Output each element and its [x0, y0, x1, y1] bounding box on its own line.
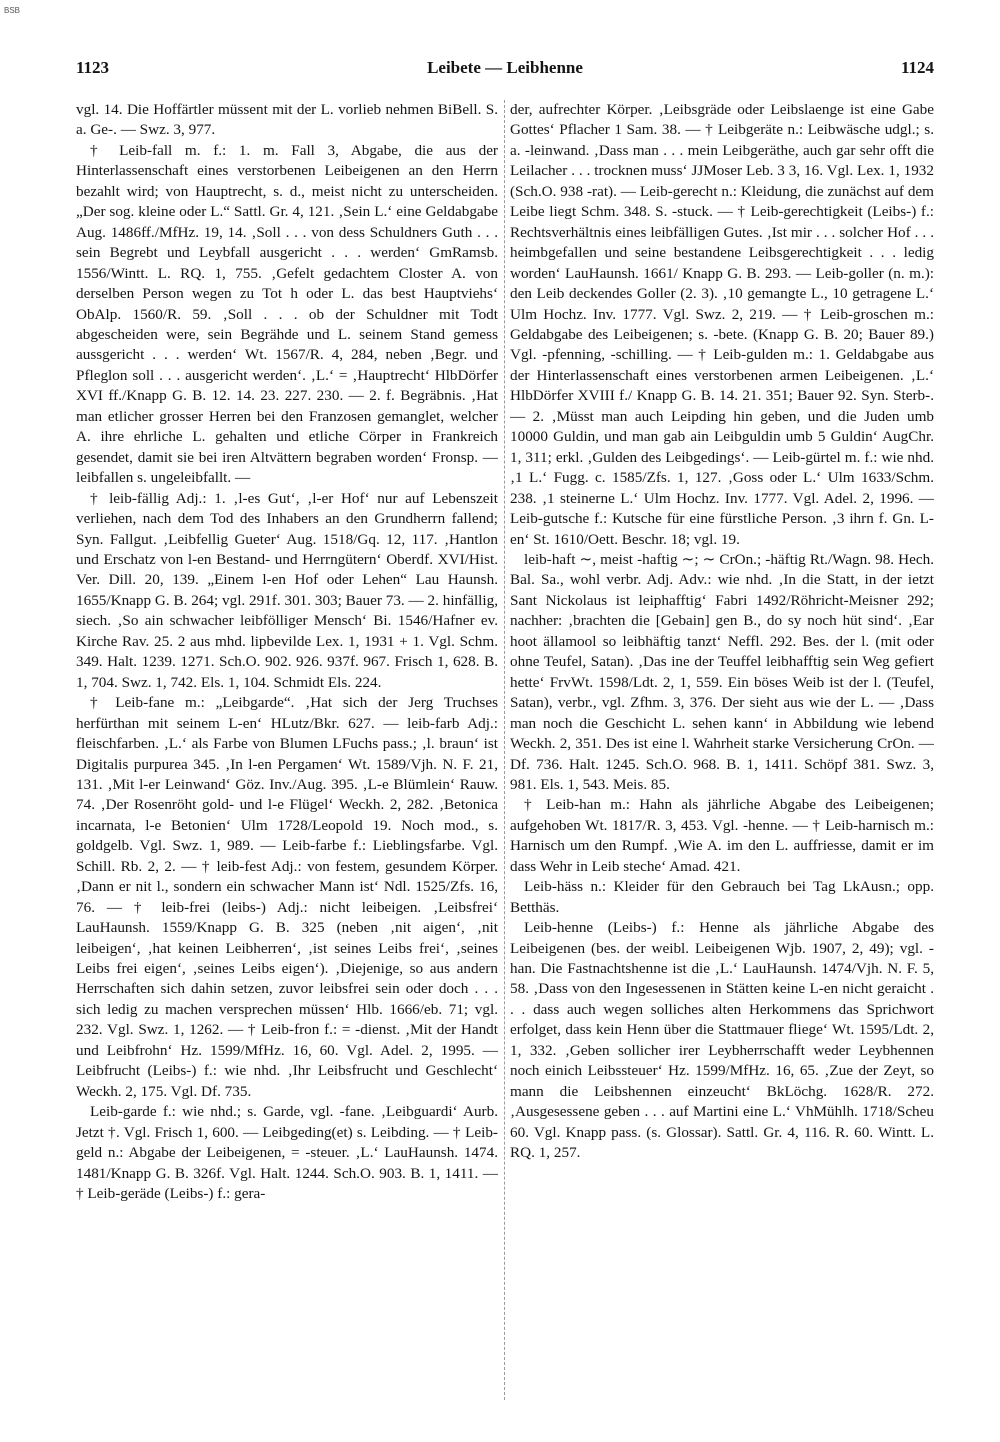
library-stamp: BSB — [4, 6, 21, 15]
entry-paragraph: vgl. 14. Die Hoffärtler müssent mit der L. vorlieb nehmen BiBell. S. a. Ge-. — Swz. 3, 977. — [76, 101, 498, 139]
entry-paragraph: der, aufrechter Körper. ‚Leibsgräde oder Leibslaenge ist eine Gabe Gottes‘ Pflacher 1 Sam. 38. — † Leibgeräte n.: Leibwäsche udgl.; s. a. -leinwand. ‚Dass man . . . mein Leibgeräthe, auch gar sehr offt die Leilacher . . . trocknen muss‘ JJMoser Leb. 3 3, 16. Vgl. Lex. 1, 1932 (Sch.O. 938 -rat). — Leib-gerecht n.: Kleidung, die zunächst auf dem Leibe liegt Schm. 348. S. -stuck. — † Leib-gerechtigkeit (Leibs-) f.: Rechtsverhältnis eines leibfälligen Gutes. ‚Ist mir . . . solcher Hof . . . heimbgefallen und seine bestandene Leibsgerechtigkeit . . . ledig worden‘ LauHaunsh. 1661/ Knapp G. B. 293. — Leib-goller (n. m.): den Leib deckendes Goller (2. 3). ‚10 gemangte L., 10 getragene L.‘ Ulm Hochz. Inv. 1777. Vgl. Swz. 2, 219. — † Leib-groschen m.: Geldabgabe des Leibeigenen; s. -bete. (Knapp G. B. 20; Bauer 89.) Vgl. -pfenning, -schilling. — † Leib-gulden m.: 1. Geldabgabe aus der Hinterlassenschaft eines verstorbenen armen Leibeigenen. ‚L.‘ HlbDörfer XVIII f./ Knapp G. B. 14. 21. 351; Bauer 92. Syn. Sterb-. — 2. ‚Müsst man auch Leipding hin geben, und die Juden umb 10000 Guldin, und man gab ain Leibguldin umb 5 Guldin‘ AugChr. 1, 311; erkl. ‚Gulden des Leibgedings‘. — Leib-gürtel m. f.: wie nhd. ‚1 L.‘ Fugg. c. 1585/Zfs. 1, 127. ‚Goss oder L.‘ Ulm 1633/Schm. 238. ‚1 steinerne L.‘ Ulm Hochz. Inv. 1777. Vgl. Adel. 2, 1996. — Leib-gutsche f.: Kutsche für eine fürstliche Person. ‚3 ihrn f. Gn. L-en‘ St. 1610/Oett. Beschr. 18; vgl. 19. — [510, 101, 934, 548]
column-divider — [504, 100, 505, 1400]
page-number-right: 1124 — [900, 58, 934, 77]
right-column — [510, 100, 934, 1400]
page-number-left: 1123 — [76, 58, 110, 77]
entry-leib-han: † Leib-han m.: Hahn als jährliche Abgabe des Leibeigenen; aufgehoben Wt. 1817/R. 3, 453. Vgl. -henne. — † Leib-harnisch m.: Harnisch um den Rumpf. ‚Wie A. im den L. auffriesse, damit er im dass Wehr in Leib steche‘ Amad. 421. — [510, 796, 934, 875]
entry-leib-faellig: † leib-fällig Adj.: 1. ‚l-es Gut‘, ‚l-er Hof‘ nur auf Lebenszeit verliehen, nach dem Tod des Inhabers an den Grundherrn fallend; Syn. Fallgut. ‚Leibfellig Gueter‘ Aug. 1518/Gq. 12, 117. ‚Hantlon und Erschatz von l-en Bestand- und Herrngütern‘ Oberdf. XVI/Hist. Ver. Dill. 20, 139. „Einem l-en Hof oder Lehen“ Lau Haunsh. 1655/Knapp G. B. 264; vgl. 291f. 301. 303; Bauer 73. — 2. hinfällig, siech. ‚So ain schwacher leibfölliger Mensch‘ Bi. 1546/Hafner ev. Kirche Rav. 25. 2 aus mhd. lipbevilde Lex. 1, 1931 + 1. Vgl. Schm. 349. Halt. 1239. 1271. Sch.O. 902. 926. 937f. 967. Frisch 1, 628. B. 1, 704. Swz. 1, 742. Els. 1, 104. Schmidt Els. 224. — [76, 489, 498, 691]
entry-leib-fane: † Leib-fane m.: „Leibgarde“. ‚Hat sich der Jerg Truchses herfürthan mit seinem L-en‘ HLutz/Bkr. 627. — leib-farb Adj.: fleischfarben. ‚L.‘ als Farbe von Blumen LFuchs pass.; ‚l. braun‘ ist Digitalis purpurea 345. ‚In l-en Pergamen‘ Wt. 1589/Vjh. N. F. 21, 131. ‚Mit l-er Leinwand‘ Göz. Inv./Aug. 395. ‚L-e Blümlein‘ Rauw. 74. ‚Der Rosenröht gold- und l-e Flügel‘ Weckh. 2, 282. ‚Betonica incarnata, l-e Betonien‘ Ulm 1728/Leopold 19. Noch mod., s. goldgelb. Vgl. Swz. 1, 989. — Leib-farbe f.: Lieblingsfarbe. Vgl. Schill. Rb. 2, 2. — † leib-fest Adj.: von festem, gesundem Körper. ‚Dann er nit l., sondern ein schwacher Mann ist‘ Ndl. 1525/Zfs. 16, 76. — † leib-frei (leibs-) Adj.: nicht leibeigen. ‚Leibsfrei‘ LauHaunsh. 1559/Knapp G. B. 325 (neben ‚nit aigen‘, ‚nit leibeigen‘, ‚hat keinen Leibherren‘, ‚ist seines Leibs frei‘, ‚seines Leibs frei eigen‘, ‚seines Leibs eigen‘). ‚Diejenige, so aus andern Herrschaften sich dahin setzen, zuvor leibsfrei sein oder doch . . . sich ledig zu machen versprechen müssen‘ Hlb. 1666/eb. 71; vgl. 232. Vgl. Swz. 1, 1262. — † Leib-fron f.: = -dienst. ‚Mit der Handt und Leibfrohn‘ Hz. 1599/MfHz. 16, 60. Vgl. Adel. 2, 1995. — Leibfrucht (Leibs-) f.: wie nhd. ‚Ihr Leibsfrucht und Geschlecht‘ Weckh. 2, 175. Vgl. Df. 735. — [76, 694, 498, 1100]
entry-leib-henne: Leib-henne (Leibs-) f.: Henne als jährliche Abgabe des Leibeigenen (bes. der weibl. Leibeigenen Wjb. 1907, 2, 49); vgl. -han. Die Fastnachtshenne ist die ‚L.‘ LauHaunsh. 1474/Vjh. N. F. 5, 58. ‚Dass von den Ingesessenen in Stätten keine L-en nicht geraicht . . . dass auch wegen solliches alten Herkommens das Sprichwort erfolget, dass kein Henn über die Stattmauer fliege‘ Wt. 1595/Ldt. 2, 1, 332. ‚Geben sollicher irer Leybherrschafft weder Leybhennen noch einich Leibssteuer‘ Hz. 1599/MfHz. 16, 65. ‚Zue der Zeyt, so mann die Leibshennen einzeucht‘ BkLöchg. 1628/R. 272. ‚Ausgesessene geben . . . auf Martini eine L.‘ VhMühlh. 1718/Scheu 60. Vgl. Knapp pass. (s. Glossar). Sattl. Gr. 4, 116. R. 60. Wintt. L. RQ. 1, 257. — [510, 919, 934, 1162]
entry-leib-fall: † Leib-fall m. f.: 1. m. Fall 3, Abgabe, die aus der Hinterlassenschaft eines verstorbenen Leibeigenen an den Herrn bezahlt wird; von Hauptrecht, s. d., meist nicht zu unterscheiden. „Der sog. kleine oder L.“ Sattl. Gr. 4, 121. ‚Sein L.‘ eine Geldabgabe Aug. 1486ff./MfHz. 19, 14. ‚Soll . . . von dess Schuldners Guth . . . sein Begrebt und Leybfall ausgericht . . . werden‘ GmRamsb. 1556/Wintt. L. RQ. 1, 755. ‚Gefelt gedachtem Closter A. von derselben Person wegen zu Tot h oder L. das best Hauptviehs‘ ObAlp. 1560/R. 59. ‚Soll . . . ob der Schuldner mit Todt abgescheiden were, sein Begrähde und L. seinem Stand gemess aussgericht . . . werden‘ Wt. 1567/R. 4, 284, neben ‚Begr. und Pfleglon soll . . . ausgericht werden‘. ‚L.‘ = ‚Hauptrecht‘ HlbDörfer XVI ff./Knapp G. B. 12. 14. 23. 227. 230. — 2. f. Begräbnis. ‚Hat man etlicher grosser Herren bei den Franzosen gemanglet, welcher A. ihre ehrliche L. gehalten und etliche Cörper in Frankreich gesendet, damit sie bei iren Altvättern begraben worden‘ Fronsp. — leibfallen s. ungeleibfallt. — — [76, 141, 498, 487]
left-column — [76, 100, 498, 1400]
entry-leib-haft: leib-haft ∼, meist -haftig ∼; ∼ CrOn.; -häftig Rt./Wagn. 98. Hech. Bal. Sa., wohl verbr. Adj. Adv.: wie nhd. ‚In die Statt, in der ietzt Sant Nickolaus ist leiphafftig‘ Fabri 1492/Röhricht-Meisner 292; nachher: ‚brachten die [Gebain] gen B., do sy noch hüt sind‘. ‚Ear hoot ällamool so leibhäftig tanzt‘ Neffl. 292. Bes. der l. (mit oder ohne Teufel, Satan). ‚Das ine der Teuffel leibhafftig sein Weg gefiert hette‘ FrvWt. 1598/Ldt. 2, 1, 559. Ein böses Weib ist der l. (Teufel, Satan), verbr., vgl. Zfhm. 3, 376. Der sieht aus wie der L. — ‚Dass man noch die Geschicht L. sehen kann‘ in Abbildung wie lebend Weckh. 2, 351. Des ist eine l. Wahrheit starke Versicherung CrOn. — Df. 736. Halt. 1245. Sch.O. 968. B. 1, 1411. Schöpf 381. Swz. 3, 981. Els. 1, 543. Meis. 85. — [510, 550, 934, 793]
entry-leib-haess: Leib-häss n.: Kleider für den Gebrauch bei Tag LkAusn.; opp. Betthäs. — [510, 878, 934, 916]
entry-leib-garde: Leib-garde f.: wie nhd.; s. Garde, vgl. -fane. ‚Leibguardi‘ Aurb. Jetzt †. Vgl. Frisch 1, 600. — Leibgeding(et) s. Leibding. — † Leib-geld n.: Abgabe der Leibeigenen, = -steuer. ‚L.‘ LauHaunsh. 1474. 1481/Knapp G. B. 326f. Vgl. Halt. 1244. Sch.O. 903. B. 1, 1411. — † Leib-geräde (Leibs-) f.: gera- — [76, 1103, 498, 1203]
running-header — [76, 58, 934, 82]
header-title: Leibete — Leibhenne — [427, 58, 583, 77]
